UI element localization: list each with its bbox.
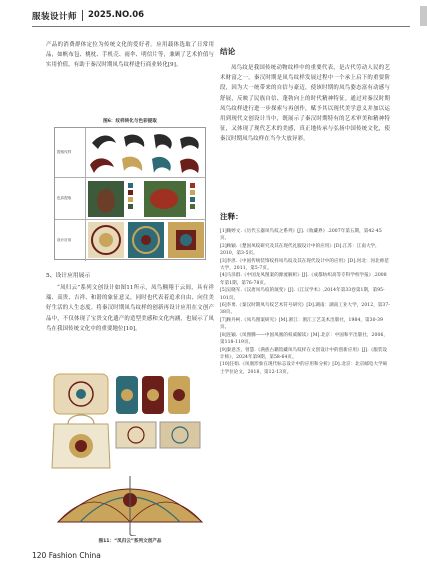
reference-item: [3]李淳.《中国传统装饰纹样凤鸟纹及其在现代设计中的应用》[D].河北：河北师范大学，2011，第5-7页。 [220,258,389,272]
reference-item: [7]顾丹柯.《凤鸟图案研究》[M].浙江：浙江工艺美术出版社，1984，第30-39页。 [220,317,384,331]
reference-item: [4]马泽群.《中国龙凤图案的源流解析》[J].《成都纺织高等专科学校学报》,2008年第1期，第76-78页。 [220,273,387,286]
figure-11-caption: 图11：“凤归云”系列文创产品 [98,539,162,544]
header-separator [82,10,83,21]
page-header [32,6,412,28]
figure-6-row-colors [55,178,206,220]
conclusion-paragraph: 凤鸟纹是我国传统动物纹样中的重要代表，是古代劳动人民的艺术财富之一。秦汉时期是凤鸟纹样发展过程中一个承上启下的重要阶段，因为大一统带来的自信与豪迈，使该时期的凤鸟姿态富有动感与舒展，反映了民族自信、蓬勃向上的时代精神特征。通过对秦汉时期凤鸟纹样进行进一步探索与再创作，赋予其以现代美学意义并加以运用到现代文创设计当中，既展示了秦汉时期特有的艺术审美和精神特征，又体现了现代艺术的美感，真正地传承与弘扬中国传统文化，使秦汉时期凤鸟纹样在当今大放异彩。 [220,65,390,143]
figure-6-row-patterns [55,128,206,178]
figure-6-row-design [55,220,206,261]
figure-6-table [54,127,206,260]
reference-item: [9]秦意杰，曾慧.《满族古籍馆藏凤鸟纹样在文创设计中的创新应用》[J].《服装设计师》，2024年第9期，第58-64页。 [220,347,388,360]
references-list [220,228,390,376]
product-collage-image [50,372,210,536]
reference-item: [8]连颖.《凤图腾——中国凤凰的权威解读》[M].北京：中国和平出版社，2006，第118-119页。 [220,332,389,346]
left-column [46,40,214,71]
header-rule [32,26,410,27]
color-extraction-image [86,179,206,219]
section-5-paragraph: “凤归云”系列文创设计如图11所示，凤鸟翱翔于云间，具有祥瑞、高贵、吉祥、和谐的象征意义，同时也代表着追求自由、向往美好生活的人生态度。将秦汉时期凤鸟纹样的创新再设计应用在文创产品中，不仅体现了宝贵文化遗产的造型美感和文化内涵，也展示了凤鸟在我国传统文化中的重要地位[10]。 [46,285,214,332]
section-5-body [46,283,214,334]
extracted-patterns-image [86,129,206,177]
footer-magazine: Fashion China [48,551,101,560]
figure-6 [54,118,206,262]
reference-item: [10]任娟.《凤凰形象在现代标志设计中的应用和分析》[D].北京：北京邮电大学硕士学位论文，2018，第12-13页。 [220,362,388,375]
notes-title: 注释： [220,212,243,221]
reference-item: [1]赖婷文.《历代玉器凤鸟纹之系列》[J].《收藏界》.2007年第五期，第42-45页。 [220,229,382,242]
figure-6-row-label: 设计应用 [57,238,72,242]
figure-6-row-label: 色彩提取 [57,196,72,200]
page-footer [32,551,101,560]
intro-paragraph: 产品的消费群体定位为传统文化的爱好者。应用载体选取了日常用品，如帆布包、桃枕、手机壳、雨伞、明信片等，兼顾了艺术价值与实用价值，有助于秦汉时期凤鸟纹样进行商业转化[9]。 [46,42,214,69]
magazine-name: 服装设计师 [32,12,78,22]
figure-11 [50,372,210,548]
conclusion-title: 结论 [220,47,236,56]
issue-number: 2025.NO.06 [88,10,145,20]
page-number: 120 [32,551,47,560]
reference-item: [6]李勇.《秦汉时期凤鸟纹艺术符号研究》[D].湖南：湖南工业大学，2012，第37-38页。 [220,303,390,316]
header-tab-marker [420,6,427,26]
figure-6-caption: 图6：纹样转化与色彩提取 [103,119,157,124]
section-5-title: 5、设计应用展示 [46,273,91,279]
right-column [220,46,390,145]
figure-6-row-label: 提取纹样 [57,150,72,154]
design-application-image [86,220,206,260]
reference-item: [5]吴晓军.《汉唐凤鸟纹的演变》[J].《江汉学术》,2014年第33卷第1期，第95-101页。 [220,288,385,301]
reference-item: [2]顾颖.《楚国凤纹研究及其在现代礼服设计中的应用》[D].江苏：江南大学，2010，第3-5页。 [220,243,380,257]
